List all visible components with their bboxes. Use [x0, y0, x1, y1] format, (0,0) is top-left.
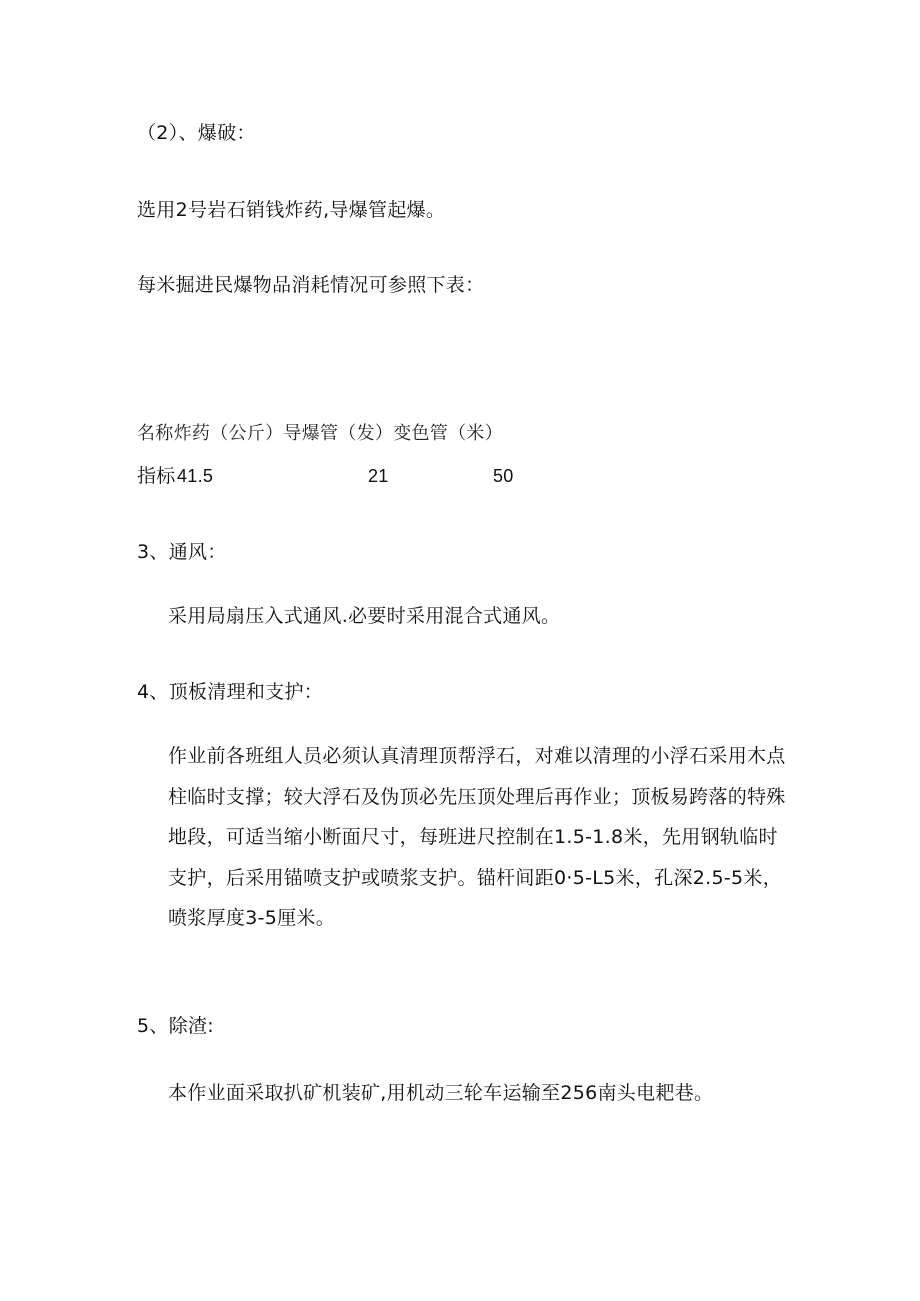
roof-paragraph [137, 736, 787, 939]
slag-heading: 5、除渣: [137, 1015, 214, 1037]
table-cell-tube: 50 [493, 466, 514, 486]
table-cell-detonator: 21 [368, 466, 389, 486]
table-row-label: 指标 [137, 465, 176, 487]
table-cell-explosive: 41.5 [177, 466, 214, 486]
roof-text: 作业前各班组人员必须认真清理顶帮浮石，对难以清理的小浮石采用木点柱临时支撑；较大浮石及伪顶必先压顶处理后再作业；顶板易跨落的特殊地段，可适当缩小断面尺寸，每班进尺控制在1.5-1.8米，先用钢轨临时支护，后采用锚喷支护或喷浆支护。锚杆间距0·5-L5米，孔深2.5-5米，喷浆厚度3-5厘米。 [168, 745, 786, 929]
roof-heading: 4、顶板清理和支护： [137, 681, 324, 703]
blasting-heading: （2）、爆破： [137, 122, 256, 144]
slag-text: 本作业面采取扒矿机装矿,用机动三轮车运输至256南头电耙巷。 [168, 1082, 714, 1104]
table-intro: 每米掘进民爆物品消耗情况可参照下表： [137, 274, 485, 296]
ventilation-heading: 3、通风： [137, 541, 227, 563]
ventilation-text: 采用局扇压入式通风.必要时采用混合式通风。 [168, 605, 561, 627]
table-header: 名称炸药（公斤）导爆管（发）变色管（米） [137, 423, 503, 444]
table-row [0, 464, 920, 488]
blasting-text: 选用2号岩石销钱炸药,导爆管起爆。 [137, 199, 446, 221]
